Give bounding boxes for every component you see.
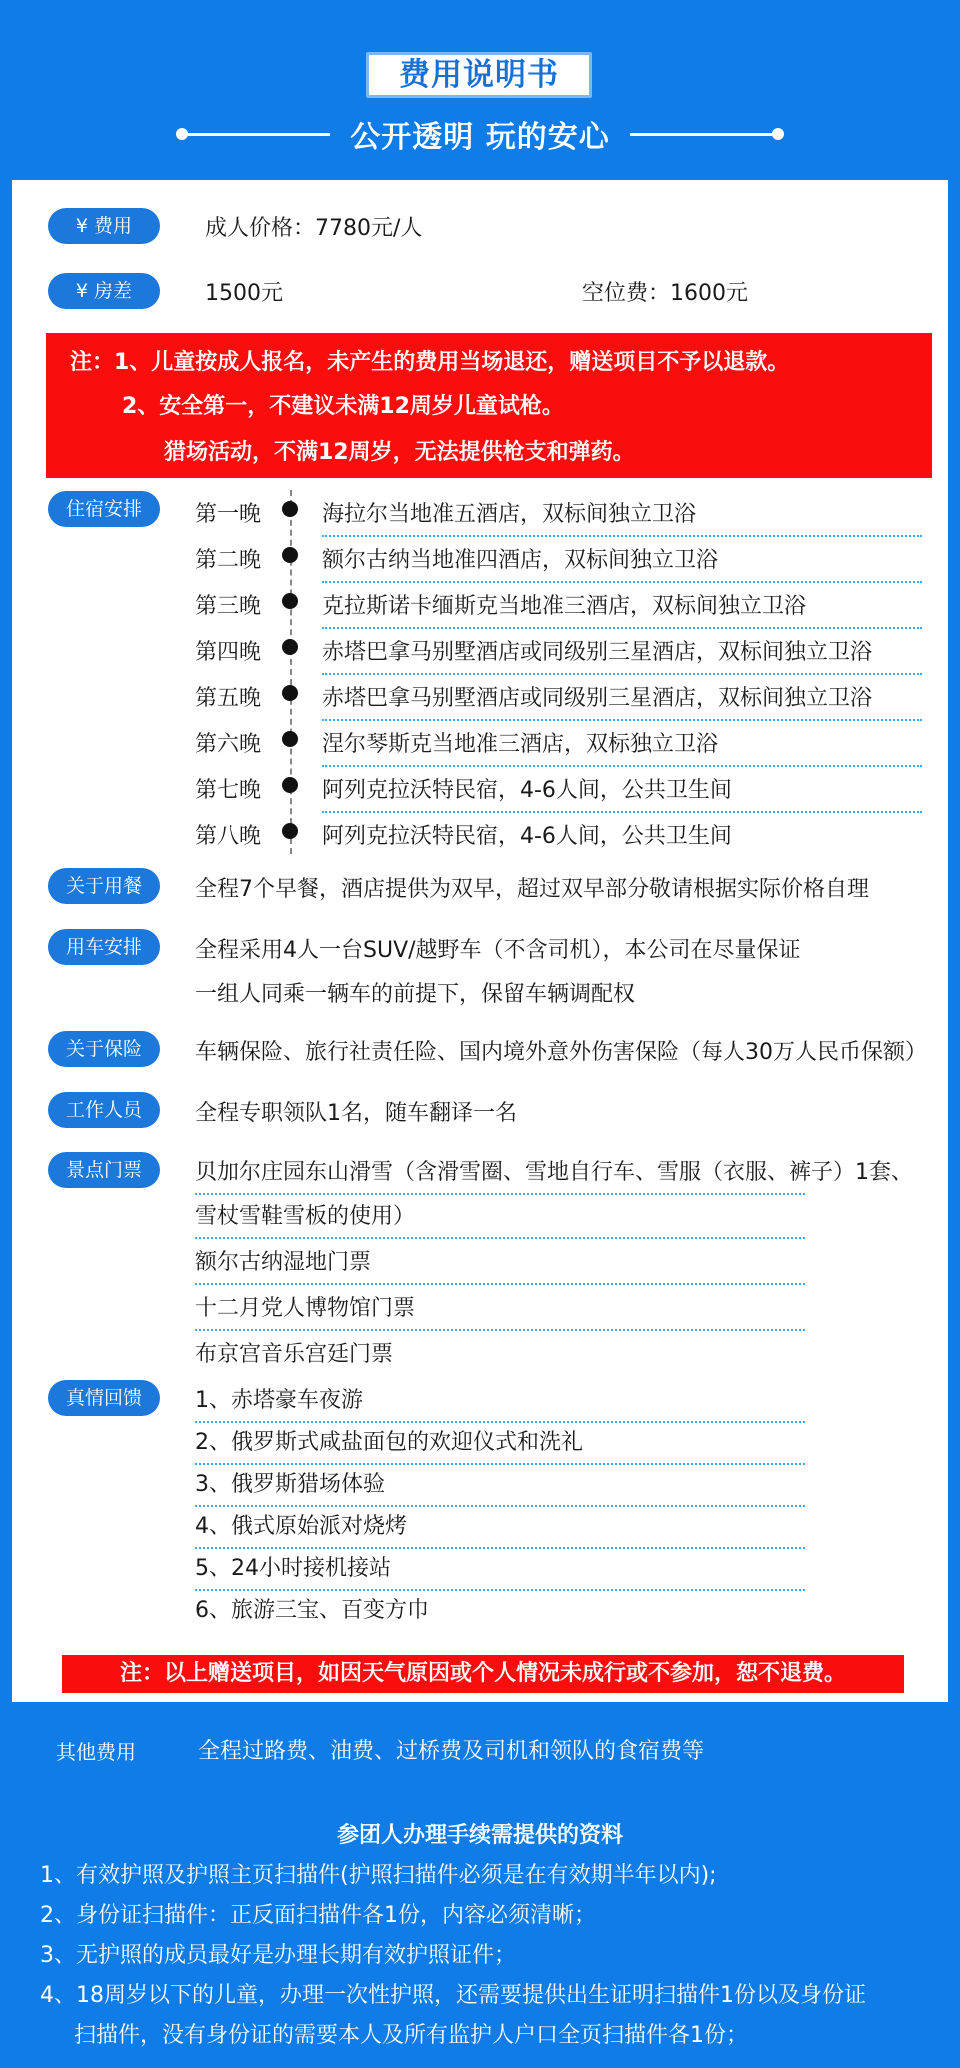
dotted-divider [195, 1329, 805, 1331]
staff-text: 全程专职领队1名，随车翻译一名 [195, 1101, 517, 1126]
dotted-divider [322, 627, 922, 629]
documents-title: 参团人办理手续需提供的资料 [336, 1823, 623, 1848]
notice-line-2: 2、安全第一，不建议未满12周岁儿童试枪。 [122, 394, 564, 419]
dotted-divider [195, 1283, 805, 1285]
ticket-item: 贝加尔庄园东山滑雪（含滑雪圈、雪地自行车、雪服（衣服、裤子）1套、 [195, 1160, 913, 1185]
dotted-divider [195, 1463, 805, 1465]
document-line-1: 1、有效护照及护照主页扫描件(护照扫描件必须是在有效期半年以内); [40, 1863, 717, 1888]
hotel-text: 克拉斯诺卡缅斯克当地准三酒店，双标间独立卫浴 [322, 594, 807, 619]
notice-line-3: 猎场活动，不满12周岁，无法提供枪支和弹药。 [164, 440, 635, 465]
ticket-item: 雪杖雪鞋雪板的使用） [195, 1204, 416, 1229]
night-label: 第七晚 [195, 778, 262, 803]
night-label: 第八晚 [195, 824, 262, 849]
gift-item: 4、俄式原始派对烧烤 [195, 1514, 407, 1539]
page-subtitle: 公开透明 玩的安心 [350, 120, 610, 155]
dotted-divider [195, 1589, 805, 1591]
insurance-text: 车辆保险、旅行社责任险、国内境外意外伤害保险（每人30万人民币保额） [195, 1040, 927, 1065]
timeline-dot [282, 685, 298, 701]
hotel-text: 赤塔巴拿马别墅酒店或同级别三星酒店，双标间独立卫浴 [322, 640, 873, 665]
page-title: 费用说明书 [366, 52, 592, 98]
night-label: 第一晚 [195, 502, 262, 527]
fee-tag: ¥ 费用 [48, 208, 160, 244]
vehicle-tag: 用车安排 [48, 929, 160, 965]
gifts-tag: 真情回馈 [48, 1380, 160, 1416]
gift-item: 3、俄罗斯猎场体验 [195, 1472, 385, 1497]
gift-item: 6、旅游三宝、百变方巾 [195, 1598, 429, 1623]
room-diff-amount: 1500元 [205, 281, 283, 306]
adult-price: 成人价格：7780元/人 [205, 216, 423, 241]
empty-seat-fee: 空位费：1600元 [582, 281, 748, 306]
meals-text: 全程7个早餐，酒店提供为双早，超过双早部分敬请根据实际价格自理 [195, 877, 869, 902]
insurance-tag: 关于保险 [48, 1031, 160, 1067]
room-diff-tag: ¥ 房差 [48, 273, 160, 309]
vehicle-line-2: 一组人同乘一辆车的前提下，保留车辆调配权 [195, 982, 636, 1007]
hotel-text: 阿列克拉沃特民宿，4-6人间，公共卫生间 [322, 824, 732, 849]
dotted-divider [195, 1421, 805, 1423]
night-label: 第二晚 [195, 548, 262, 573]
dotted-divider [322, 581, 922, 583]
document-line-4b: 扫描件，没有身份证的需要本人及所有监护人户口全页扫描件各1份； [74, 2023, 748, 2048]
ticket-item: 额尔古纳湿地门票 [195, 1250, 372, 1275]
night-label: 第四晚 [195, 640, 262, 665]
meals-tag: 关于用餐 [48, 868, 160, 904]
dotted-divider [322, 535, 922, 537]
timeline-line [290, 490, 292, 854]
vehicle-line-1: 全程采用4人一台SUV/越野车（不含司机），本公司在尽量保证 [195, 938, 801, 963]
timeline-dot [282, 731, 298, 747]
night-label: 第六晚 [195, 732, 262, 757]
decor-dot-right [772, 128, 784, 140]
timeline-dot [282, 501, 298, 517]
notice-line-1: 注：1、儿童按成人报名，未产生的费用当场退还，赠送项目不予以退款。 [70, 350, 790, 375]
document-line-2: 2、身份证扫描件：正反面扫描件各1份，内容必须清晰； [40, 1903, 596, 1928]
hotel-text: 额尔古纳当地准四酒店，双标间独立卫浴 [322, 548, 719, 573]
document-line-4a: 4、18周岁以下的儿童，办理一次性护照，还需要提供出生证明扫描件1份以及身份证 [40, 1983, 866, 2008]
staff-tag: 工作人员 [48, 1092, 160, 1128]
dotted-divider [195, 1547, 805, 1549]
hotel-text: 海拉尔当地准五酒店，双标间独立卫浴 [322, 502, 697, 527]
dotted-divider [195, 1193, 805, 1195]
night-label: 第五晚 [195, 686, 262, 711]
dotted-divider [322, 811, 922, 813]
dotted-divider [195, 1505, 805, 1507]
timeline-dot [282, 639, 298, 655]
gift-item: 5、24小时接机接站 [195, 1556, 391, 1581]
dotted-divider [322, 719, 922, 721]
tickets-tag: 景点门票 [48, 1152, 160, 1188]
hotel-text: 涅尔琴斯克当地准三酒店，双标独立卫浴 [322, 732, 719, 757]
timeline-dot [282, 593, 298, 609]
dotted-divider [322, 765, 922, 767]
night-label: 第三晚 [195, 594, 262, 619]
gift-item: 1、赤塔豪车夜游 [195, 1388, 363, 1413]
decor-line-right [630, 133, 780, 136]
timeline-dot [282, 823, 298, 839]
other-fees-text: 全程过路费、油费、过桥费及司机和领队的食宿费等 [198, 1739, 705, 1764]
hotel-text: 阿列克拉沃特民宿，4-6人间，公共卫生间 [322, 778, 732, 803]
other-fees-label: 其他费用 [56, 1740, 136, 1764]
gift-item: 2、俄罗斯式咸盐面包的欢迎仪式和洗礼 [195, 1430, 583, 1455]
gift-notice: 注：以上赠送项目，如因天气原因或个人情况未成行或不参加，恕不退费。 [62, 1655, 904, 1693]
timeline-dot [282, 547, 298, 563]
accommodation-tag: 住宿安排 [48, 491, 160, 527]
ticket-item: 布京宫音乐宫廷门票 [195, 1342, 394, 1367]
dotted-divider [195, 1237, 805, 1239]
hotel-text: 赤塔巴拿马别墅酒店或同级别三星酒店，双标间独立卫浴 [322, 686, 873, 711]
document-line-3: 3、无护照的成员最好是办理长期有效护照证件； [40, 1943, 516, 1968]
dotted-divider [322, 673, 922, 675]
timeline-dot [282, 777, 298, 793]
notice-box [46, 333, 932, 478]
ticket-item: 十二月党人博物馆门票 [195, 1296, 416, 1321]
